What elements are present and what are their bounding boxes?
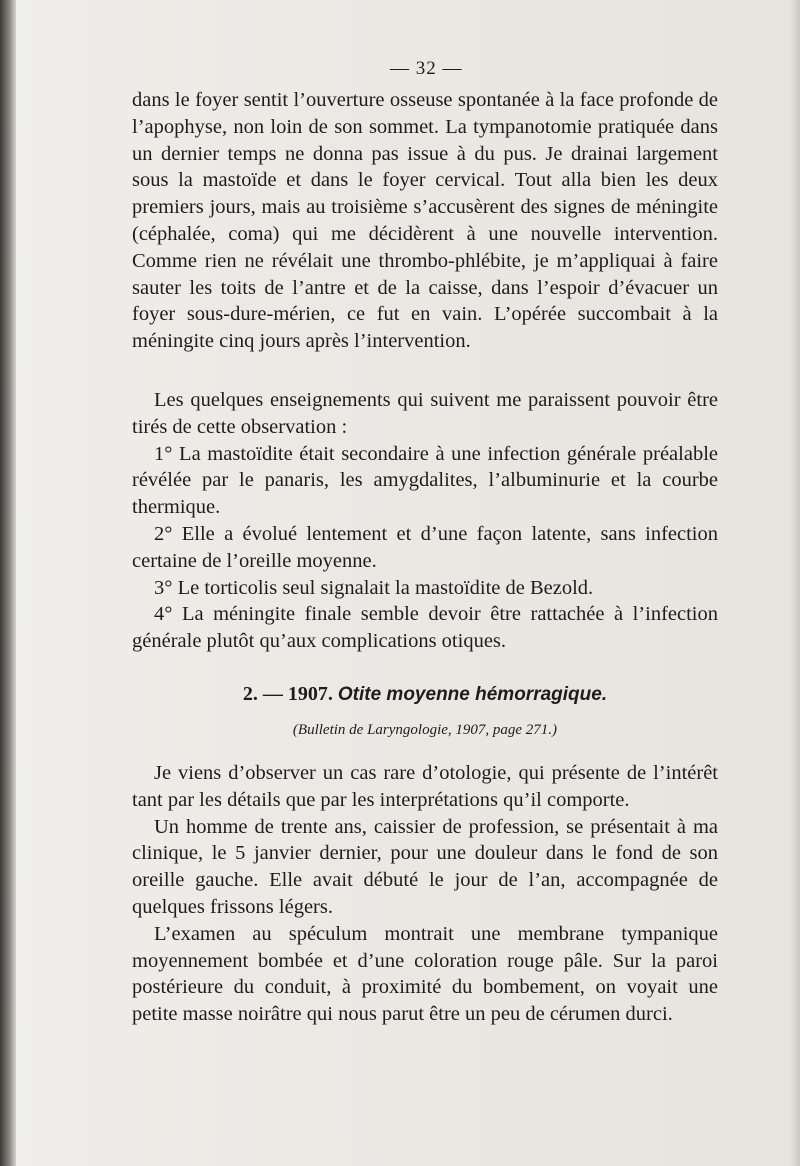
list-item: 3° Le torticolis seul signalait la mastoïdite de Bezold. <box>154 576 594 599</box>
list-item: 1° La mastoïdite était secondaire à une infection générale préalable révélée par le panaris, les amygdalites, l’albuminurie et la courbe thermique. <box>132 442 718 519</box>
section-title: Otite moyenne hémorragique. <box>337 684 608 705</box>
page-number: — 32 — <box>390 58 463 79</box>
page-edge <box>790 0 800 1166</box>
section-source: (Bulletin de Laryngologie, 1907, page 271.) <box>292 722 558 738</box>
section-heading <box>132 683 718 706</box>
book-binding-shadow <box>0 0 16 1166</box>
list-item: 2° Elle a évolué lentement et d’une façon latente, sans infection certaine de l’oreille moyenne. <box>132 522 718 572</box>
paragraph: Je viens d’observer un cas rare d’otologie, qui présente de l’intérêt tant par les détails que par les interprétations qu’il comporte. <box>132 762 718 811</box>
text-block-top <box>132 87 718 355</box>
section-number-year: 2. — 1907. <box>242 683 333 705</box>
text-block-bottom <box>132 760 718 1028</box>
paragraph: dans le foyer sentit l’ouverture osseuse spontanée à la face profonde de l’apophyse, non loin de son sommet. La tympanotomie pratiquée dans un dernier temps ne donna pas issue à du pus. Je drainai largement sous la mastoïde et dans le foyer cervical. Tout alla bien les deux premiers jours, mais au troisième s’accusèrent des signes de méningite (céphalée, coma) qui me décidèrent à une nouvelle intervention. Comme rien ne révélait une thrombo-phlébite, je m’appliquai à faire sauter les toits de l’antre et de la caisse, dans l’espoir d’évacuer un foyer sous-dure-mérien, ce fut en vain. L’opérée succombait à la méningite cinq jours après l’intervention. <box>132 89 718 353</box>
list-item: 4° La méningite finale semble devoir être rattachée à l’infection générale plutôt qu’aux complications otiques. <box>132 603 718 653</box>
paragraph: Les quelques enseignements qui suivent me paraissent pouvoir être tirés de cette observation : <box>132 389 718 438</box>
paragraph: L’examen au spéculum montrait une membrane tympanique moyennement bombée et d’une coloration rouge pâle. Sur la paroi postérieure du conduit, à proximité du bombement, on voyait une petite masse noirâtre qui nous parut être un peu de cérumen durci. <box>132 922 718 1026</box>
text-block-conclusions <box>132 387 718 655</box>
paragraph: Un homme de trente ans, caissier de profession, se présentait à ma clinique, le 5 janvier dernier, pour une douleur dans le fond de son oreille gauche. Elle avait débuté le jour de l’an, accompagnée de quelques frissons légers. <box>132 815 718 918</box>
